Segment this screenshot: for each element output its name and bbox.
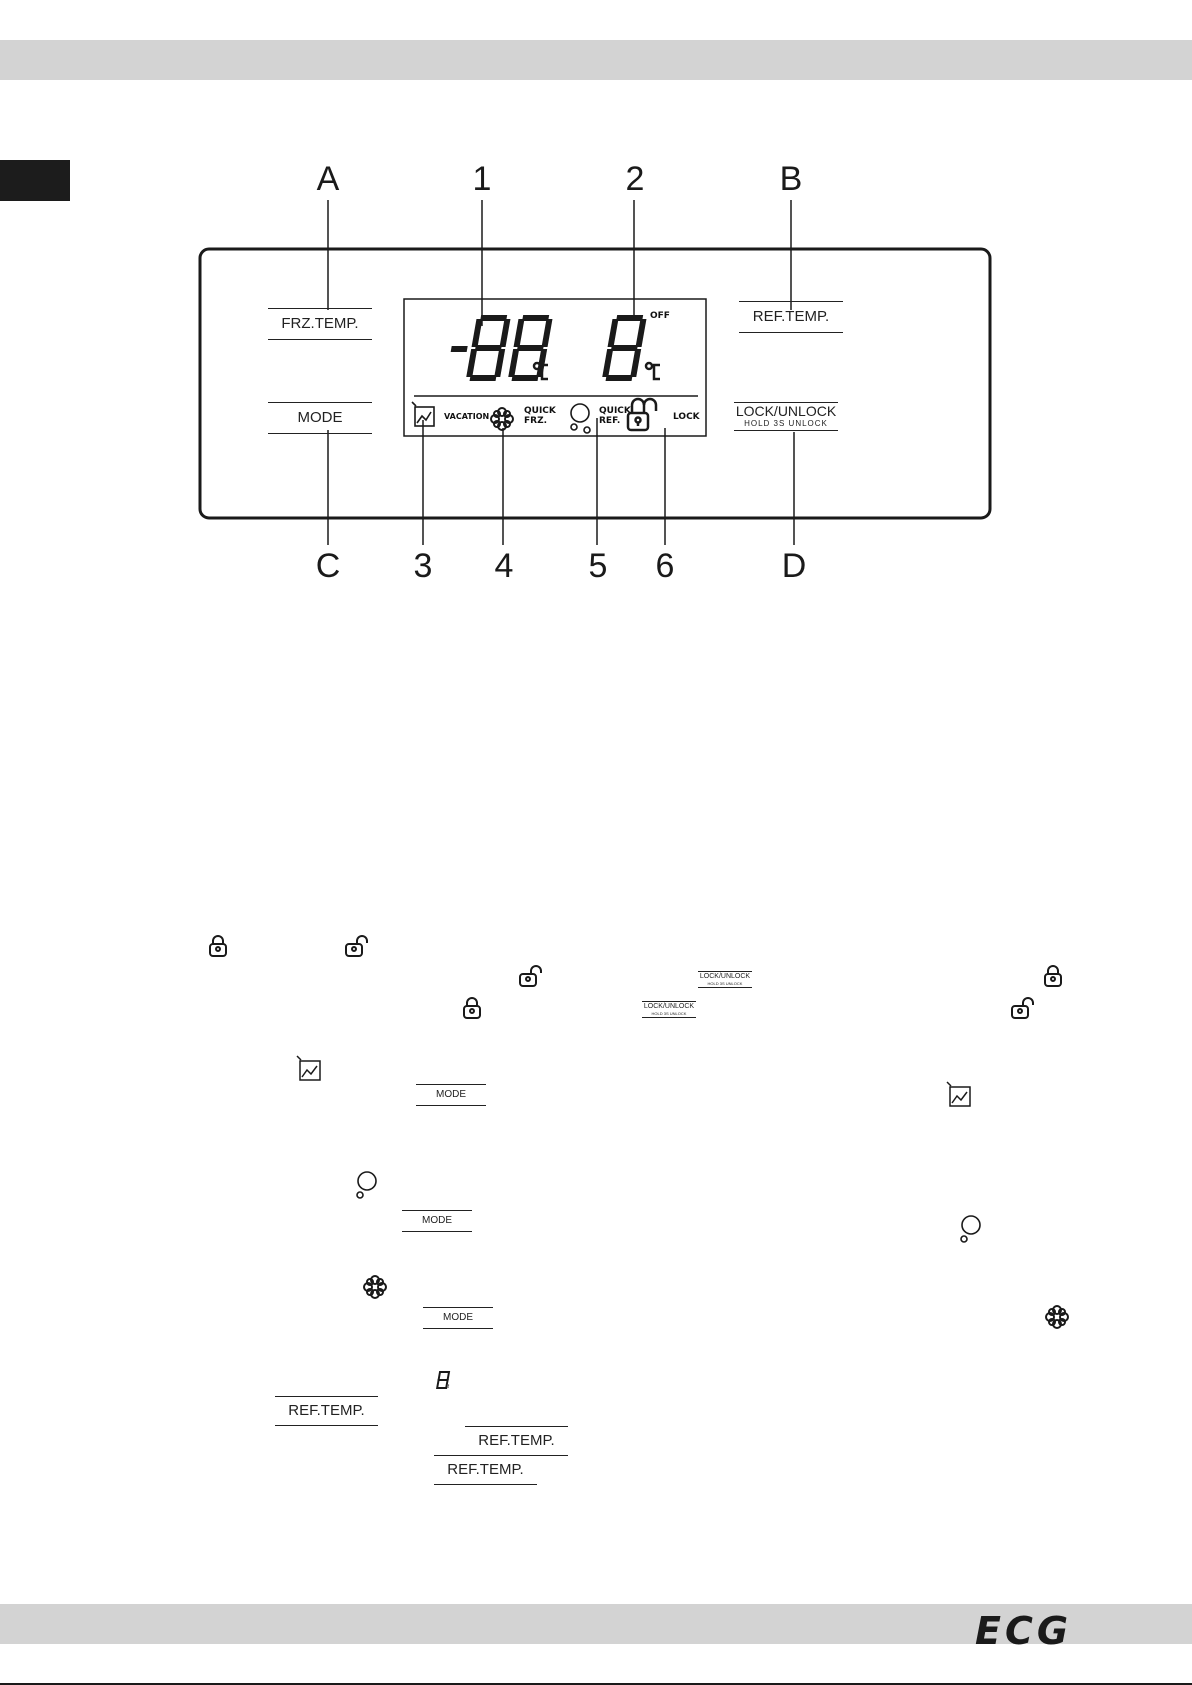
snowflake-icon [1046,1306,1068,1328]
quick-frz-label-2: FRZ. [524,416,548,426]
lock-unlock-mini-button [642,1001,696,1018]
mode-mini-button: MODE [402,1210,472,1232]
mode-mini-button: MODE [423,1307,493,1329]
quick-ref-label-2: REF. [599,416,621,426]
lock-unlock-mini-sub: HOLD 3S UNLOCK [651,1011,687,1016]
lock-unlock-button[interactable] [734,402,838,431]
lock-closed-icon [628,399,656,430]
callout-3: 3 [413,547,433,585]
lock-unlock-mini-label: LOCK/UNLOCK [699,973,751,980]
ref-temp-mini-button: REF.TEMP. [275,1396,378,1426]
callout-5: 5 [588,547,608,585]
lock-unlock-mini-button [698,971,752,988]
frz-temp-button[interactable]: FRZ.TEMP. [268,308,372,340]
snowflake-icon [364,1276,386,1298]
lock-closed-icon [210,936,226,956]
snowflake-icon [491,408,513,430]
mode-mini-button: MODE [416,1084,486,1106]
lock-unlock-sub: HOLD 3S UNLOCK [744,419,828,428]
quick-ref-icon [357,1172,376,1198]
ref-temp-mini-button: REF.TEMP. [434,1455,537,1485]
ref-temp-mini-button: REF.TEMP. [465,1426,568,1456]
lock-label: LOCK [673,412,700,422]
instruction-icons [0,920,1192,1400]
digit-icon [437,1372,452,1390]
quick-ref-icon [571,404,590,433]
callout-c: C [315,547,341,585]
vacation-icon [412,402,434,426]
mode-button[interactable]: MODE [268,402,372,434]
brand-logo: ECG [975,1609,1073,1653]
quick-ref-label-1: QUICK [599,406,631,416]
callout-a: A [316,160,340,198]
lock-open-icon [346,936,367,956]
off-label: OFF [650,311,670,321]
callout-d: D [781,547,807,585]
freezer-digits [446,315,648,381]
callout-1: 1 [472,160,492,198]
lock-unlock-label: LOCK/UNLOCK [735,403,837,419]
lock-unlock-mini-label: LOCK/UNLOCK [643,1003,695,1010]
vacation-icon [947,1082,970,1106]
callout-4: 4 [494,547,514,585]
lock-open-icon [520,966,541,986]
vacation-label: VACATION [444,412,490,421]
lock-closed-icon [1045,966,1061,986]
lock-unlock-mini-sub: HOLD 3S UNLOCK [707,981,743,986]
vacation-icon [297,1056,320,1080]
callout-2: 2 [625,160,645,198]
ref-temp-button[interactable]: REF.TEMP. [739,301,843,333]
callout-6: 6 [655,547,675,585]
svg-text:t: t [446,1384,450,1390]
quick-frz-label-1: QUICK [524,406,556,416]
callout-b: B [779,160,803,198]
lock-closed-icon [464,998,480,1018]
lock-open-icon [1012,998,1033,1018]
quick-ref-icon [961,1216,980,1242]
